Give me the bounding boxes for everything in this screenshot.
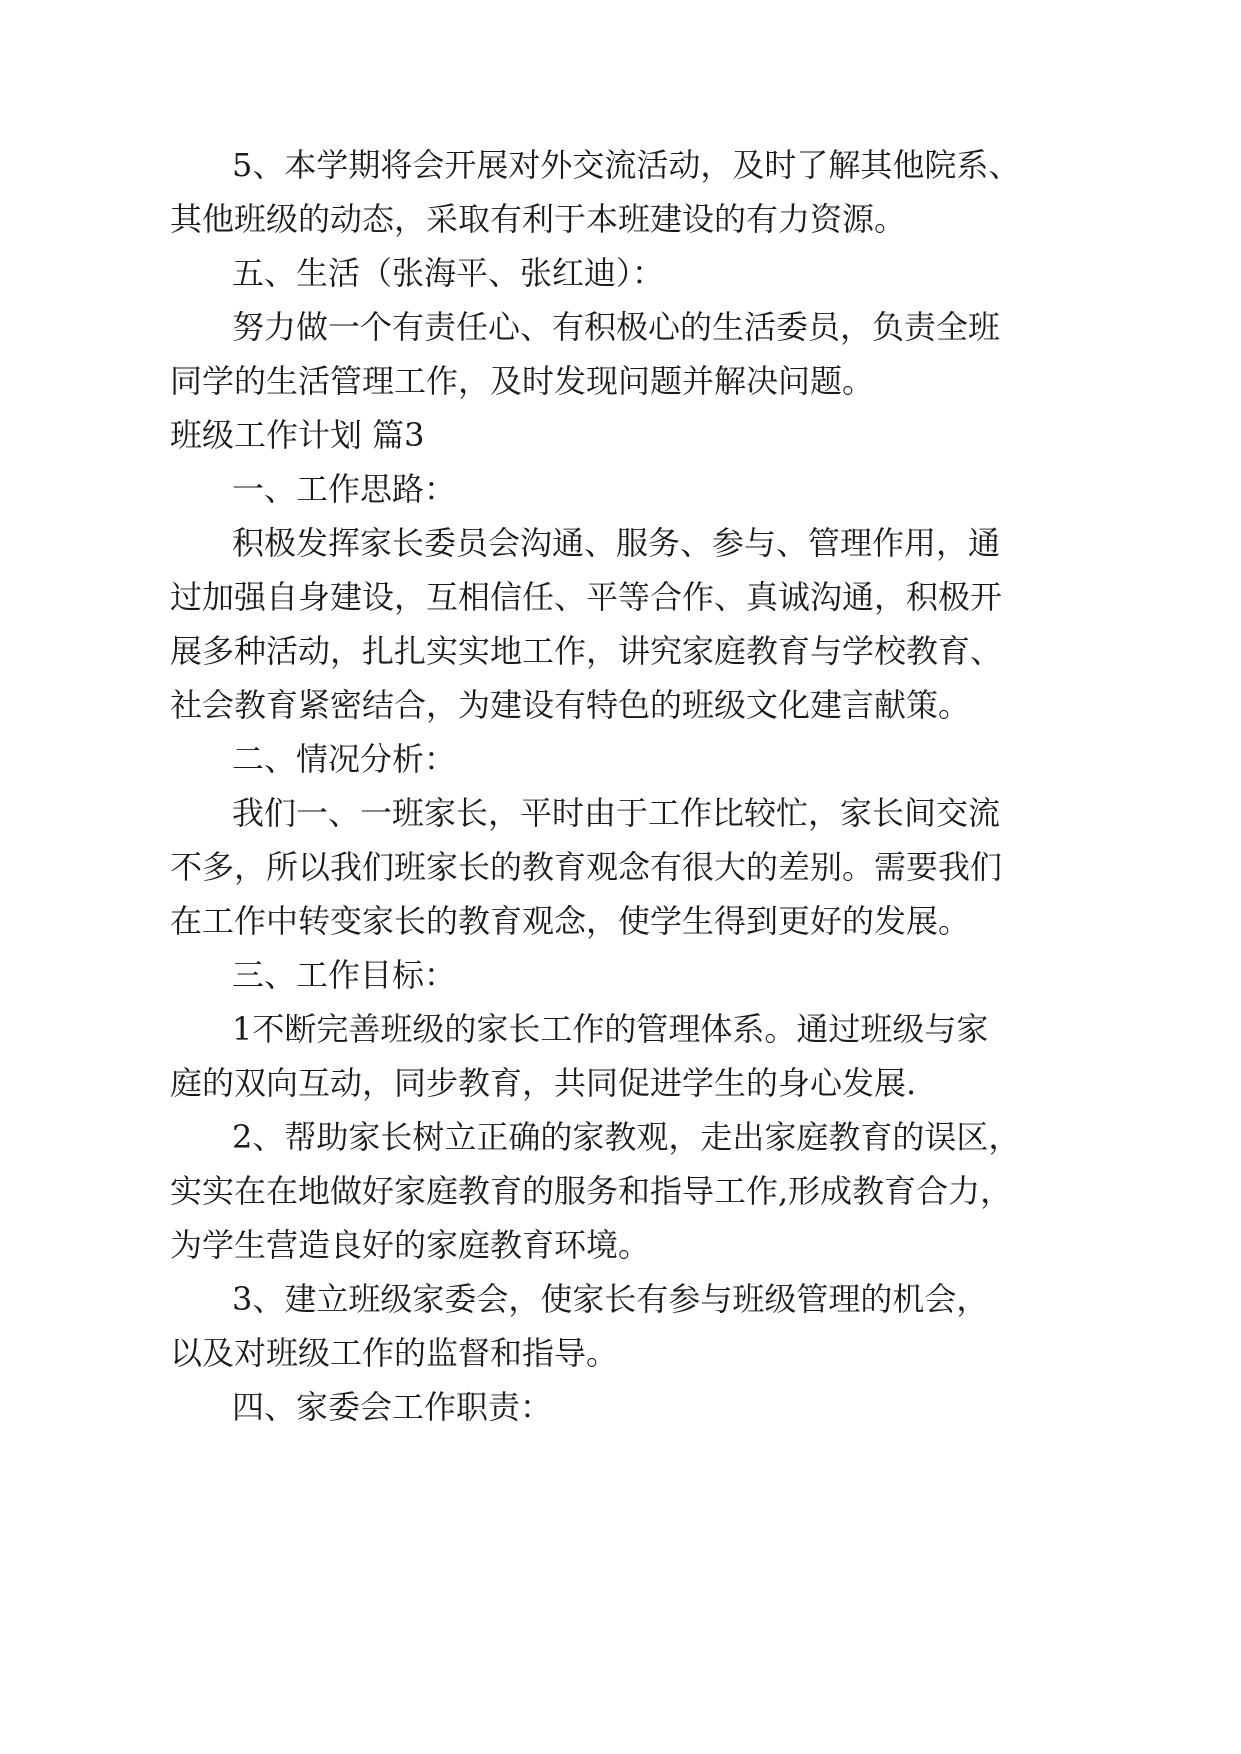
paragraph-line bbox=[0, 572, 1241, 622]
line-text: 不多，所以我们班家长的教育观念有很大的差别。需要我们 bbox=[170, 848, 1003, 886]
section-heading bbox=[0, 734, 1241, 784]
plan-title bbox=[0, 410, 1241, 460]
line-text: 同学的生活管理工作，及时发现问题并解决问题。 bbox=[170, 362, 875, 400]
line-text: 过加强自身建设，互相信任、平等合作、真诚沟通，积极开 bbox=[170, 578, 1003, 616]
line-text: 努力做一个有责任心、有积极心的生活委员，负责全班 bbox=[232, 308, 1001, 346]
line-text: 展多种活动，扎扎实实地工作，讲究家庭教育与学校教育、 bbox=[170, 632, 1003, 670]
section-heading bbox=[0, 464, 1241, 514]
section-heading bbox=[0, 1382, 1241, 1432]
line-text: 积极发挥家长委员会沟通、服务、参与、管理作用，通 bbox=[232, 524, 1001, 562]
paragraph-line bbox=[0, 842, 1241, 892]
paragraph-line bbox=[0, 1058, 1241, 1108]
paragraph-line bbox=[0, 302, 1241, 352]
heading-text: 一、工作思路： bbox=[232, 470, 457, 508]
section-heading bbox=[0, 950, 1241, 1000]
paragraph-line bbox=[0, 356, 1241, 406]
line-text: 其他班级的动态，采取有利于本班建设的有力资源。 bbox=[170, 200, 907, 238]
heading-text: 四、家委会工作职责： bbox=[232, 1388, 553, 1426]
paragraph-line bbox=[0, 788, 1241, 838]
heading-text: 三、工作目标： bbox=[232, 956, 457, 994]
line-text: 在工作中转变家长的教育观念，使学生得到更好的发展。 bbox=[170, 902, 971, 940]
line-text: 实实在在地做好家庭教育的服务和指导工作,形成教育合力， bbox=[170, 1172, 1013, 1210]
paragraph-line bbox=[0, 1112, 1241, 1162]
line-text: 1不断完善班级的家长工作的管理体系。通过班级与家 bbox=[232, 1010, 989, 1048]
paragraph-line bbox=[0, 1004, 1241, 1054]
line-text: 社会教育紧密结合，为建设有特色的班级文化建言献策。 bbox=[170, 686, 971, 724]
heading-text: 二、情况分析： bbox=[232, 740, 457, 778]
section-heading bbox=[0, 248, 1241, 298]
paragraph-line bbox=[0, 194, 1241, 244]
paragraph-line bbox=[0, 1166, 1241, 1216]
paragraph-line bbox=[0, 1220, 1241, 1270]
paragraph-line bbox=[0, 140, 1241, 190]
line-text: 2、帮助家长树立正确的家教观，走出家庭教育的误区， bbox=[232, 1118, 1021, 1156]
paragraph-line bbox=[0, 1274, 1241, 1324]
paragraph-line bbox=[0, 680, 1241, 730]
paragraph-line bbox=[0, 626, 1241, 676]
line-text: 我们一、一班家长，平时由于工作比较忙，家长间交流 bbox=[232, 794, 1001, 832]
paragraph-line bbox=[0, 1328, 1241, 1378]
paragraph-line bbox=[0, 518, 1241, 568]
heading-text: 五、生活（张海平、张红迪）： bbox=[232, 254, 665, 292]
paragraph-line bbox=[0, 896, 1241, 946]
line-text: 庭的双向互动，同步教育，共同促进学生的身心发展. bbox=[170, 1064, 917, 1102]
plan-title-text: 班级工作计划 篇3 bbox=[170, 416, 425, 454]
line-text: 为学生营造良好的家庭教育环境。 bbox=[170, 1226, 651, 1264]
line-text: 5、本学期将会开展对外交流活动，及时了解其他院系、 bbox=[232, 146, 1021, 184]
line-text: 3、建立班级家委会，使家长有参与班级管理的机会， bbox=[232, 1280, 989, 1318]
line-text: 以及对班级工作的监督和指导。 bbox=[170, 1334, 619, 1372]
